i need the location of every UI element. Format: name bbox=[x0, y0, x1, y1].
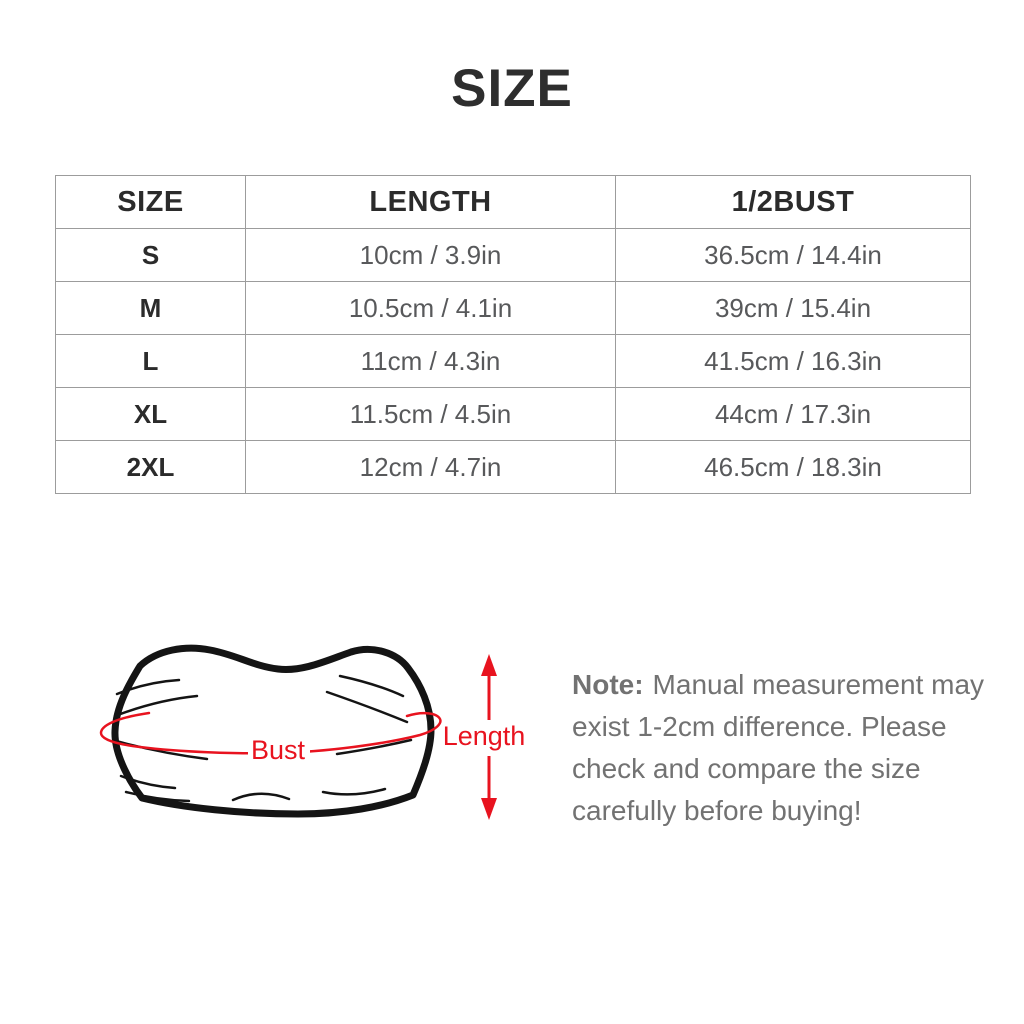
note-line: check and compare the size bbox=[572, 753, 921, 784]
size-value: L bbox=[56, 335, 246, 388]
note-line-text: Manual measurement may bbox=[652, 669, 985, 700]
size-value: M bbox=[56, 282, 246, 335]
half-bust-value: 41.5cm / 16.3in bbox=[616, 335, 971, 388]
half-bust-value: 39cm / 15.4in bbox=[616, 282, 971, 335]
note-line bbox=[572, 664, 992, 706]
half-bust-value: 36.5cm / 14.4in bbox=[616, 229, 971, 282]
col-header-half-bust: 1/2BUST bbox=[616, 176, 971, 229]
length-value: 12cm / 4.7in bbox=[246, 441, 616, 494]
size-value: 2XL bbox=[56, 441, 246, 494]
page-title: SIZE bbox=[451, 59, 573, 118]
length-value: 11.5cm / 4.5in bbox=[246, 388, 616, 441]
garment-illustration bbox=[85, 638, 535, 838]
table-row bbox=[56, 335, 971, 388]
half-bust-value: 46.5cm / 18.3in bbox=[616, 441, 971, 494]
arrow-up-icon bbox=[481, 654, 497, 676]
table-row bbox=[56, 388, 971, 441]
length-label: Length bbox=[442, 721, 526, 751]
note-label: Note: bbox=[572, 669, 644, 700]
length-value: 11cm / 4.3in bbox=[246, 335, 616, 388]
note-line: carefully before buying! bbox=[572, 795, 862, 826]
arrow-down-icon bbox=[481, 798, 497, 820]
half-bust-value: 44cm / 17.3in bbox=[616, 388, 971, 441]
col-header-length: LENGTH bbox=[246, 176, 616, 229]
note-line: exist 1-2cm difference. Please bbox=[572, 711, 947, 742]
size-table bbox=[55, 175, 971, 494]
table-header-row bbox=[56, 176, 971, 229]
col-header-size: SIZE bbox=[56, 176, 246, 229]
table-row bbox=[56, 282, 971, 335]
table-row bbox=[56, 441, 971, 494]
note-text bbox=[572, 664, 992, 832]
size-value: XL bbox=[56, 388, 246, 441]
bust-label: Bust bbox=[250, 735, 306, 765]
length-value: 10.5cm / 4.1in bbox=[246, 282, 616, 335]
table-row bbox=[56, 229, 971, 282]
length-value: 10cm / 3.9in bbox=[246, 229, 616, 282]
size-value: S bbox=[56, 229, 246, 282]
